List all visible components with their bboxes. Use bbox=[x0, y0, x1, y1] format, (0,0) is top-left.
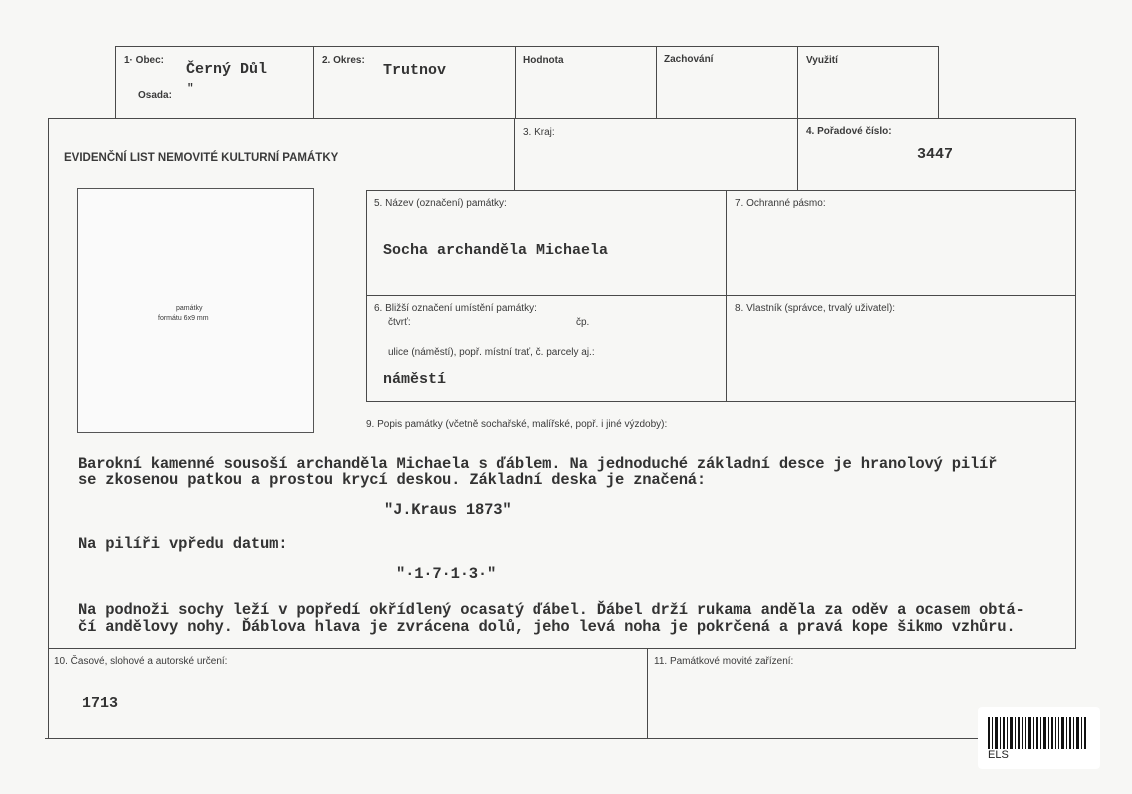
popis-line-2: se zkosenou patkou a prostou krycí deskou. Základní deska je značená: bbox=[78, 471, 707, 489]
movite-zarizeni-label: 11. Památkové movité zařízení: bbox=[654, 656, 794, 667]
poradove-cislo-label: 4. Pořadové číslo: bbox=[806, 126, 892, 137]
ulice-label: ulice (náměstí), popř. místní trať, č. parcely aj.: bbox=[388, 347, 595, 358]
casove-label: 10. Časové, slohové a autorské určení: bbox=[54, 656, 228, 667]
photo-caption-2: formátu 6x9 mm bbox=[158, 315, 209, 322]
vyuziti-label: Využití bbox=[806, 55, 838, 66]
umisteni-value: náměstí bbox=[383, 371, 447, 388]
kraj-label: 3. Kraj: bbox=[523, 127, 555, 138]
okres-label: 2. Okres: bbox=[322, 55, 365, 66]
barcode-sticker bbox=[978, 707, 1100, 769]
hodnota-label: Hodnota bbox=[523, 55, 564, 66]
ochranne-pasmo-label: 7. Ochranné pásmo: bbox=[735, 198, 826, 209]
vlastnik-label: 8. Vlastník (správce, trvalý uživatel): bbox=[735, 303, 896, 314]
photo-caption-1: památky bbox=[176, 305, 203, 312]
barcode-icon bbox=[988, 717, 1088, 749]
okres-value: Trutnov bbox=[383, 62, 447, 79]
form-title: EVIDENČNÍ LIST NEMOVITÉ KULTURNÍ PAMÁTKY bbox=[64, 152, 339, 164]
cp-label: čp. bbox=[576, 317, 590, 328]
popis-label: 9. Popis památky (včetně sochařské, malířské, popř. i jiné výzdoby): bbox=[366, 419, 668, 430]
obec-label: 1· Obec: bbox=[124, 55, 165, 66]
popis-line-5: "·1·7·1·3·" bbox=[396, 565, 497, 583]
popis-line-6: Na podnoži sochy leží v popředí okřídlený ocasatý ďábel. Ďábel drží rukama anděla za oděv a ocasem obtá- bbox=[78, 601, 1025, 619]
popis-line-1: Barokní kamenné sousoší archanděla Michaela s ďáblem. Na jednoduché základní desce je hranolový pilíř bbox=[78, 455, 998, 473]
barcode-text: ELS bbox=[988, 749, 1009, 761]
nazev-label: 5. Název (označení) památky: bbox=[374, 198, 507, 209]
zachovani-label: Zachování bbox=[664, 54, 714, 65]
popis-line-3: "J.Kraus 1873" bbox=[384, 501, 512, 519]
poradove-cislo-value: 3447 bbox=[917, 146, 954, 163]
obec-value: Černý Důl bbox=[186, 61, 268, 78]
osada-value: " bbox=[187, 83, 194, 95]
nazev-value: Socha archanděla Michaela bbox=[383, 242, 609, 259]
popis-line-7: čí andělovy nohy. Ďáblova hlava je zvrácena dolů, jeho levá noha je pokrčená a pravá kope šikmo vzhůru. bbox=[78, 618, 1016, 636]
umisteni-label: 6. Bližší označení umístění památky: bbox=[374, 303, 537, 314]
osada-label: Osada: bbox=[138, 90, 172, 101]
ctvrt-label: čtvrť: bbox=[388, 317, 411, 328]
popis-line-4: Na pilíři vpředu datum: bbox=[78, 535, 288, 553]
photo-placeholder bbox=[77, 188, 314, 433]
casove-value: 1713 bbox=[82, 695, 119, 712]
